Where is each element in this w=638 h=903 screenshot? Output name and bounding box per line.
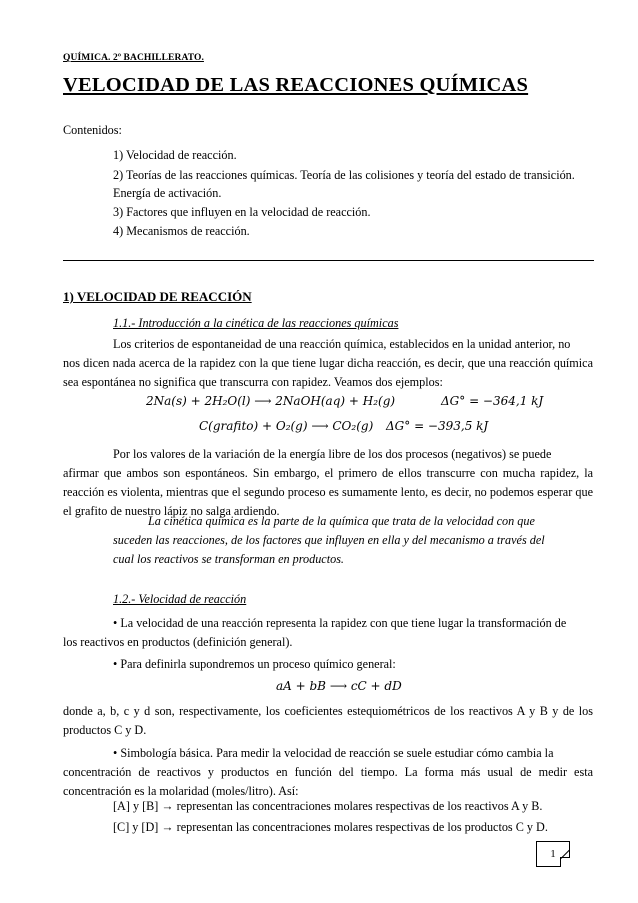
concentration-line-products: [C] y [D] → representan las concentraciones molares respectivas de los productos C y D.: [113, 820, 548, 834]
paragraph-5: donde a, b, c y d son, respectivamente, los coeficientes estequiométricos de los reactivos A y B y de los productos C y D.: [63, 704, 593, 737]
contents-item-4: 4) Mecanismos de reacción.: [113, 224, 250, 238]
contents-item-3: 3) Factores que influyen en la velocidad de reacción.: [113, 205, 371, 219]
paragraph-6: concentración de reactivos y productos en función del tiempo. La forma más usual de medir esta concentración es la molaridad (moles/litro). Así:: [63, 765, 593, 798]
section-divider: [63, 260, 594, 261]
equation-graphite: C(grafito) + O₂(g) ⟶ CO₂(g): [199, 419, 374, 433]
definition-first-line: La cinética química es la parte de la química que trata de la velocidad con que: [148, 514, 535, 528]
contents-item-1: 1) Velocidad de reacción.: [113, 148, 237, 162]
paragraph-1: nos dicen nada acerca de la rapidez con la que tiene lugar dicha reacción, es decir, que una reacción química sea espontánea no significa que transcurra con rapidez. Veamos dos ejemplos:: [63, 356, 593, 389]
contents-item-2: 2) Teorías de las reacciones químicas. Teoría de las colisiones y teoría del estado de transición.: [113, 168, 575, 182]
equation-sodium-energy: ΔG° = −364,1 kJ: [441, 394, 544, 408]
subsection-title-1-2: 1.2.- Velocidad de reacción: [113, 592, 247, 606]
page-number-text: 1: [550, 848, 556, 860]
subsection-title-1-1: 1.1.- Introducción a la cinética de las reacciones químicas: [113, 316, 399, 330]
paragraph-3-first-line: • La velocidad de una reacción representa la rapidez con que tiene lugar la transformación de: [113, 616, 567, 630]
paragraph-1-first-line: Los criterios de espontaneidad de una reacción química, establecidos en la unidad anterior, no: [113, 337, 571, 351]
paragraph-6-first-line: • Simbología básica. Para medir la velocidad de reacción se suele estudiar cómo cambia la: [113, 746, 554, 760]
paragraph-2-first-line: Por los valores de la variación de la energía libre de los dos procesos (negativos) se puede: [113, 447, 552, 461]
paragraph-2: afirmar que ambos son espontáneos. Sin embargo, el primero de ellos transcurre con mucha rapidez, la reacción es violenta, mientras que el segundo proceso es sumamente lento, es decir, no podemos esperar que el grafito de nuestro lápiz no salga ardiendo.: [63, 466, 593, 518]
equation-general: aA + bB ⟶ cC + dD: [276, 679, 402, 693]
equation-graphite-energy: ΔG° = −393,5 kJ: [386, 419, 489, 433]
paragraph-3: los reactivos en productos (definición general).: [63, 635, 293, 649]
course-header: QUÍMICA. 2º BACHILLERATO.: [63, 53, 204, 63]
contents-label: Contenidos:: [63, 123, 122, 137]
paragraph-4: • Para definirla supondremos un proceso químico general:: [113, 657, 396, 671]
concentration-line-reactants: [A] y [B] → representan las concentraciones molares respectivas de los reactivos A y B.: [113, 799, 543, 813]
document-title: VELOCIDAD DE LAS REACCIONES QUÍMICAS: [63, 74, 529, 96]
section-title: 1) VELOCIDAD DE REACCIÓN: [63, 289, 252, 304]
equation-sodium: 2Na(s) + 2H₂O(l) ⟶ 2NaOH(aq) + H₂(g): [146, 394, 396, 408]
contents-item-2-cont: Energía de activación.: [113, 186, 222, 200]
definition-text: suceden las reacciones, de los factores que influyen en ella y del mecanismo a través del cual los reactivos se transforman en productos.: [113, 533, 545, 566]
